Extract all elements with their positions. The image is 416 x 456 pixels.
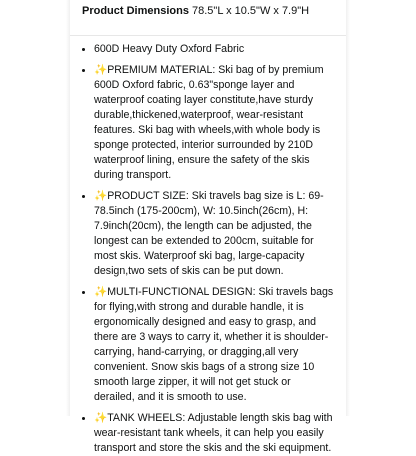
feature-bullet-tank-wheels: ✨TANK WHEELS: Adjustable length skis bag with wear-resistant tank wheels, it can help you easily transport and store the skis and the ski equipment. (80, 411, 334, 456)
feature-bullet-multi-functional: ✨MULTI-FUNCTIONAL DESIGN: Ski travels bags for flying,with strong and durable handle, it is ergonomically designed and easy to grasp, and there are 3 ways to carry it, whether it is shoulder-carrying, hand-carrying, or dragging,all very convenient. Snow skis bags of a strong size 10 smooth large zipper, it will not get stuck or derailed, and it is smooth to use. (80, 285, 334, 405)
feature-bullet-list (70, 36, 346, 456)
product-dimensions-value: 78.5"L x 10.5"W x 7.9"H (192, 5, 310, 17)
product-details-panel (70, 0, 346, 454)
product-dimensions-row (70, 0, 346, 36)
feature-bullet-premium-material: ✨PREMIUM MATERIAL: Ski bag of by premium 600D Oxford fabric, 0.63"sponge layer and waterproof coating layer constitute,have sturdy durable,thickened,waterproof, wear-resistant features. Ski bag with wheels,with whole body is sponge protected, interior surrounded by 210D waterproof lining, ensure the safety of the skis during transport. (80, 63, 334, 183)
feature-bullet-product-size: ✨PRODUCT SIZE: Ski travels bag size is L: 69-78.5inch (175-200cm), W: 10.5inch(26cm), H: 7.9inch(20cm), the length can be adjusted, the longest can be extended to 200cm, suitable for most skis. Waterproof ski bag, large-capacity design,two sets of skis can be put down. (80, 189, 334, 279)
card-shadow-right (346, 0, 350, 416)
feature-bullet-fabric: 600D Heavy Duty Oxford Fabric (80, 42, 334, 57)
product-dimensions-label: Product Dimensions (82, 5, 189, 17)
